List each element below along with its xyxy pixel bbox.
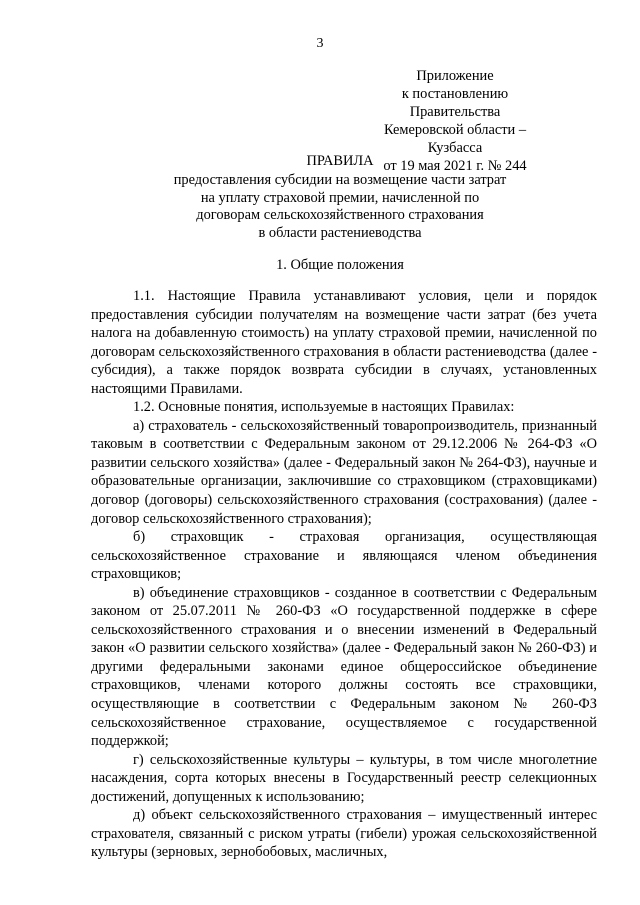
subtitle-line: предоставления субсидии на возмещение части затрат (173, 172, 507, 188)
appendix-line: к постановлению Правительства (401, 86, 509, 120)
subtitle-line: в области растениеводства (258, 224, 422, 241)
document-body (91, 287, 597, 862)
paragraph-a: а) страхователь - сельскохозяйственный товаропроизводитель, признанный таковым в соответствии с Федеральным законом от 29.12.2006 № 264-ФЗ «О развитии сельского хозяйства» (далее - Федеральный закон № 264-ФЗ), научные и образовательные организации, заключившие со страховщиком (страховщиками) договор (договоры) сельскохозяйственного страхования (сострахования) (далее - договор сельскохозяйственного страхования); (91, 417, 597, 527)
document-subtitle (140, 172, 540, 242)
paragraph-g: г) сельскохозяйственные культуры – культуры, в том числе многолетние насаждения, сорта которых внесены в Государственный реестр селекционных достижений, допущенных к использованию; (91, 751, 597, 805)
document-title: ПРАВИЛА (306, 153, 374, 169)
paragraph-1-1: 1.1. Настоящие Правила устанавливают условия, цели и порядок предоставления субсидии получателям на возмещение части затрат (без учета налога на добавленную стоимость) на уплату страховой премии, начисленной по договорам сельскохозяйственного страхования в области растениеводства (далее - субсидия), а также порядок возврата субсидии в случаях, установленных настоящими Правилами. (91, 288, 597, 397)
paragraph-1-2: 1.2. Основные понятия, используемые в настоящих Правилах: (133, 399, 515, 416)
paragraph-d: д) объект сельскохозяйственного страхования – имущественный интерес страхователя, связанный с риском утраты (гибели) урожая сельскохозяйственной культуры (зерновых, зернобобовых, масличных, (91, 807, 597, 861)
page-number: 3 (316, 36, 324, 51)
paragraph-b: б) страховщик - страховая организация, осуществляющая сельскохозяйственное страхование и являющаяся членом объединения страховщиков; (91, 529, 597, 583)
appendix-line: Приложение (416, 68, 494, 84)
section-heading: 1. Общие положения (276, 257, 404, 273)
appendix-line: Кемеровской области – Кузбасса (383, 122, 527, 156)
appendix-line: от 19 мая 2021 г. № 244 (383, 158, 527, 174)
paragraph-v: в) объединение страховщиков - созданное в соответствии с Федеральным законом от 25.07.2011 № 260-ФЗ «О государственной поддержке в сфере сельскохозяйственного страхования и о внесении изменений в Федеральный закон «О развитии сельского хозяйства» (далее - Федеральный закон № 260-ФЗ) и другими федеральными законами единое общероссийское объединение страховщиков, членами которого должны состоять все страховщики, осуществляющие в соответствии с Федеральным законом № 260-ФЗ сельскохозяйственное страхование, осуществляемое с государственной поддержкой; (91, 584, 597, 750)
subtitle-line: договорам сельскохозяйственного страхования (196, 207, 484, 223)
subtitle-line: на уплату страховой премии, начисленной по (200, 189, 480, 206)
